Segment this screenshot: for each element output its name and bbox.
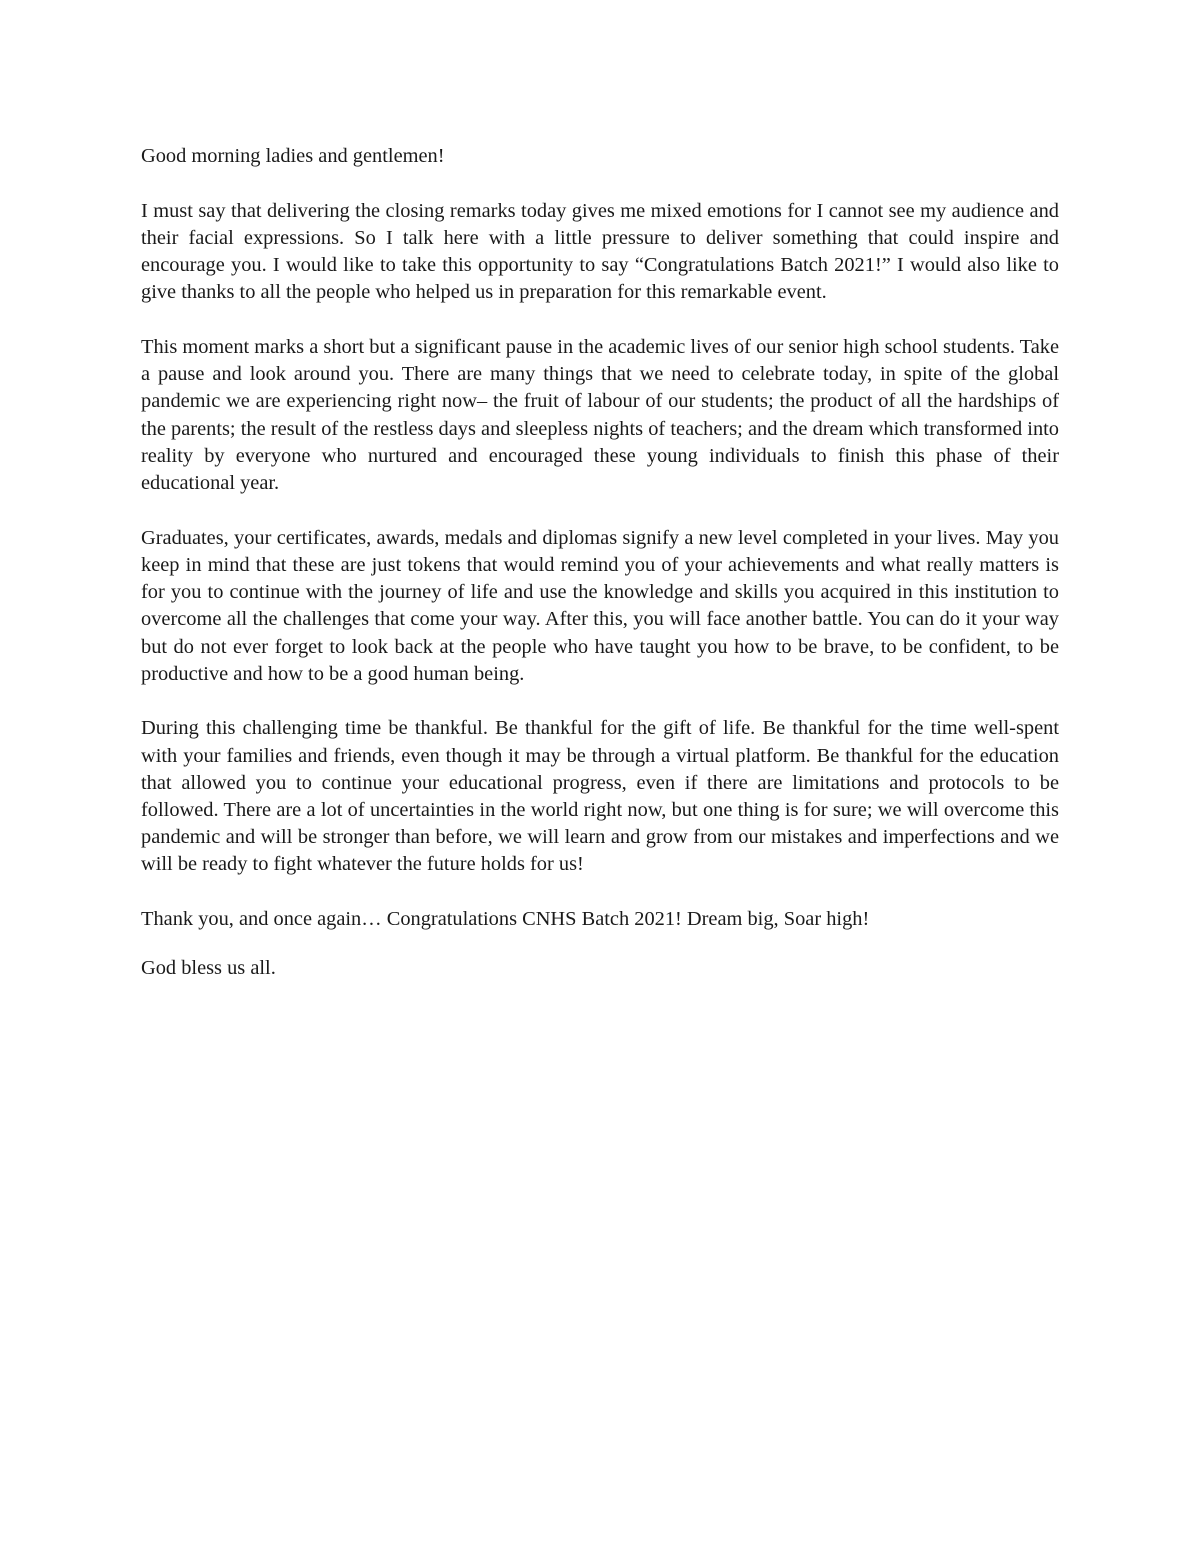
paragraph-significant-pause: This moment marks a short but a significant pause in the academic lives of our senior high school students. Take a pause and look around you. There are many things that we need to celebrate today, in spite of the global pandemic we are experiencing right now– the fruit of labour of our students; the product of all the hardships of the parents; the result of the restless days and sleepless nights of teachers; and the dream which transformed into reality by everyone who nurtured and encouraged these young individuals to finish this phase of their educational year. [141,336,1059,495]
speech-body [141,143,1059,1010]
paragraph-opening-remarks: I must say that delivering the closing remarks today gives me mixed emotions for I cannot see my audience and their facial expressions. So I talk here with a little pressure to deliver something that could inspire and encourage you. I would like to take this opportunity to say “Congratulations Batch 2021!” I would also like to give thanks to all the people who helped us in preparation for this remarkable event. [141,199,1059,304]
paragraph-be-thankful: During this challenging time be thankful. Be thankful for the gift of life. Be thankful for the time well-spent with your families and friends, even though it may be through a virtual platform. Be thankful for the education that allowed you to continue your educational progress, even if there are limitations and protocols to be followed. There are a lot of uncertainties in the world right now, but one thing is for sure; we will overcome this pandemic and will be stronger than before, we will learn and grow from our mistakes and imperfections and we will be ready to fight whatever the future holds for us! [141,717,1059,876]
paragraph-graduates: Graduates, your certificates, awards, medals and diplomas signify a new level completed in your lives. May you keep in mind that these are just tokens that would remind you of your achievements and what really matters is for you to continue with the journey of life and use the knowledge and skills you acquired in this institution to overcome all the challenges that come your way. After this, you will face another battle. You can do it your way but do not ever forget to look back at the people who have taught you how to be brave, to be confident, to be productive and how to be a good human being. [141,526,1059,685]
greeting-line: Good morning ladies and gentlemen! [141,145,445,167]
thank-you-line: Thank you, and once again… Congratulations CNHS Batch 2021! Dream big, Soar high! [141,908,870,931]
closing-line: God bless us all. [141,957,276,980]
